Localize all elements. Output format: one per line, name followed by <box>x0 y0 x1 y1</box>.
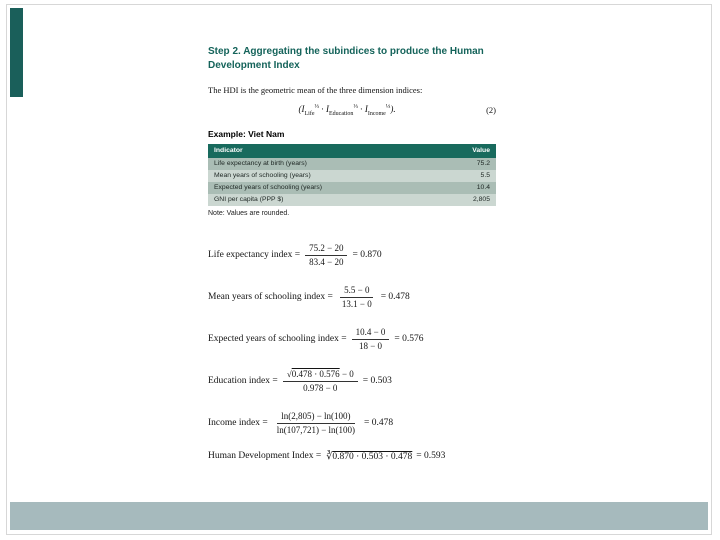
column-header-indicator: Indicator <box>208 144 439 158</box>
denominator: 18 − 0 <box>358 340 383 351</box>
calc-income-index <box>208 409 496 438</box>
denominator: ln(107,721) − ln(100) <box>276 424 356 435</box>
table-row <box>208 170 496 182</box>
calc-result: = 0.870 <box>352 250 382 261</box>
indicator-cell: Expected years of schooling (years) <box>214 184 323 192</box>
equation-number: (2) <box>486 105 496 116</box>
cube-root-symbol: ∛ <box>326 451 333 462</box>
formula-term-income: $I_{Income}^{\frac{1}{3}}$ <box>364 104 391 117</box>
formula-open-paren: ( <box>298 104 302 114</box>
denominator: 0.978 − 0 <box>303 382 338 393</box>
column-header-value: Value <box>439 144 496 158</box>
value-cell: 75.2 <box>476 160 490 168</box>
indicator-cell: Life expectancy at birth (years) <box>214 160 307 168</box>
value-cell: 2,805 <box>472 196 490 204</box>
geometric-mean-formula <box>208 104 486 117</box>
calc-mean-years-schooling-index <box>208 283 496 312</box>
slide-content <box>208 45 496 462</box>
table-header-row <box>208 144 496 158</box>
term-life-exponent: ⅓ <box>314 104 319 110</box>
calc-life-expectancy-index <box>208 241 496 270</box>
formula-term-education: $I_{Education}^{\frac{1}{3}}$ <box>326 104 358 117</box>
formula-term-life: $I_{Life}^{\frac{1}{3}}$ <box>301 104 319 117</box>
numerator: ln(2,805) − ln(100) <box>277 411 354 424</box>
numerator-rest: − 0 <box>339 368 354 379</box>
table-row <box>208 182 496 194</box>
numerator <box>283 369 358 382</box>
example-heading: Example: Viet Nam <box>208 128 285 139</box>
cube-root-expression <box>326 451 412 462</box>
calc-result: = 0.478 <box>380 292 410 303</box>
calculations <box>208 241 496 462</box>
calc-label: Education index = <box>208 376 278 387</box>
value-cell: 10.4 <box>476 184 490 192</box>
sqrt-symbol: √ <box>286 368 292 379</box>
fraction <box>273 411 359 437</box>
formula-row <box>208 104 496 117</box>
calc-result: = 0.576 <box>394 334 424 345</box>
denominator: 83.4 − 20 <box>309 256 344 267</box>
calc-label: Expected years of schooling index = <box>208 334 347 345</box>
formula-dot-separator: · <box>359 104 363 114</box>
intro-text: The HDI is the geometric mean of the three dimension indices: <box>208 85 423 95</box>
term-education-exponent: ⅓ <box>353 104 358 110</box>
calc-human-development-index <box>208 451 496 462</box>
indicator-cell: Mean years of schooling (years) <box>214 172 311 180</box>
indicator-table <box>208 144 496 206</box>
term-life-subscript: Life <box>304 110 315 117</box>
calc-education-index <box>208 367 496 396</box>
term-income-exponent: ⅓ <box>385 104 391 110</box>
value-cell: 5.5 <box>480 172 490 180</box>
left-accent-bar <box>10 8 23 97</box>
calc-label: Human Development Index = <box>208 451 322 462</box>
table-note: Note: Values are rounded. <box>208 209 290 217</box>
calc-result: = 0.503 <box>362 376 392 387</box>
slide <box>6 4 712 535</box>
table-row <box>208 158 496 170</box>
calc-label: Mean years of schooling index = <box>208 292 333 303</box>
calc-label: Income index = <box>208 418 268 429</box>
calc-expected-years-schooling-index <box>208 325 496 354</box>
numerator: 75.2 − 20 <box>305 243 347 256</box>
calc-result: = 0.593 <box>416 451 446 462</box>
calc-result: = 0.478 <box>364 418 394 429</box>
numerator: 5.5 − 0 <box>340 285 373 298</box>
indicator-cell: GNI per capita (PPP $) <box>214 196 284 204</box>
bottom-accent-band <box>10 502 708 530</box>
cube-root-radicand: 0.870 · 0.503 · 0.478 <box>332 451 413 462</box>
formula-dot-separator: · <box>321 104 324 114</box>
fraction <box>338 285 376 311</box>
calc-label: Life expectancy index = <box>208 250 301 261</box>
numerator: 10.4 − 0 <box>352 327 390 340</box>
fraction <box>305 243 347 269</box>
term-income-subscript: Income <box>367 110 386 117</box>
page-title: Step 2. Aggregating the subindices to produce the Human Development Index <box>208 46 484 71</box>
denominator: 13.1 − 0 <box>341 298 372 309</box>
formula-close-paren: ). <box>390 104 396 114</box>
fraction <box>352 327 390 353</box>
fraction <box>283 369 358 395</box>
sqrt-radicand: 0.478 · 0.576 <box>291 368 340 379</box>
table-row <box>208 194 496 206</box>
term-education-subscript: Education <box>329 110 354 117</box>
